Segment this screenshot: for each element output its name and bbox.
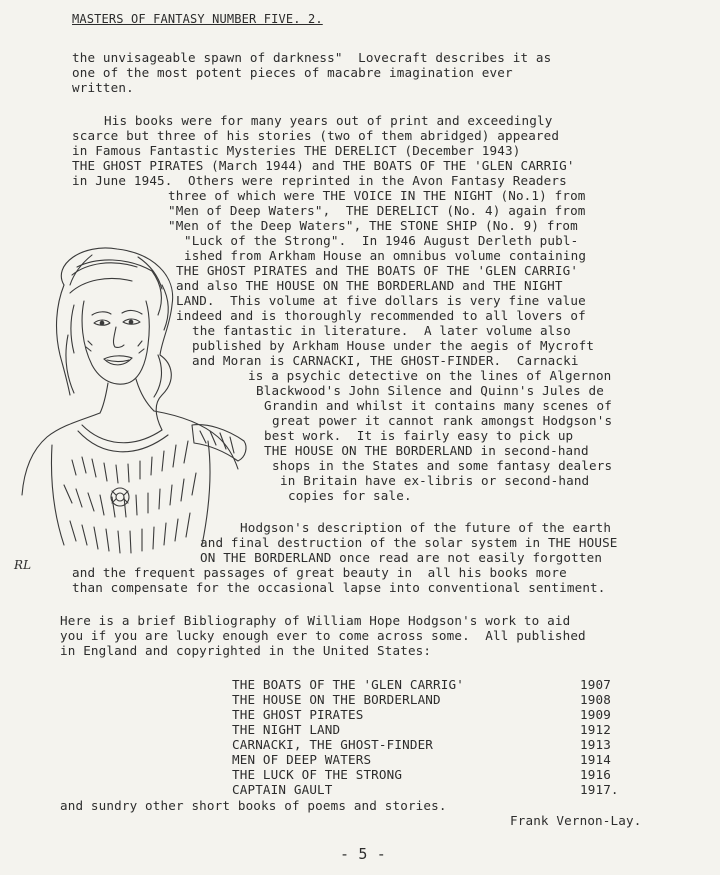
bibliography-title: THE LUCK OF THE STRONG: [232, 767, 403, 782]
text-line: "Men of the Deep Waters", THE STONE SHIP (No. 9) from: [168, 218, 578, 233]
bibliography-year: 1914: [580, 752, 611, 767]
bibliography-year: 1916: [580, 767, 611, 782]
bibliography-year: 1909: [580, 707, 611, 722]
bibliography-title: CAPTAIN GAULT: [232, 782, 333, 797]
bibliography-title: CARNACKI, THE GHOST-FINDER: [232, 737, 434, 752]
bibliography-title: MEN OF DEEP WATERS: [232, 752, 372, 767]
text-line: indeed and is thoroughly recommended to all lovers of: [176, 308, 586, 323]
text-line: in June 1945. Others were reprinted in the Avon Fantasy Readers: [72, 173, 567, 188]
text-line: than compensate for the occasional lapse into conventional sentiment.: [72, 580, 606, 595]
text-line: best work. It is fairly easy to pick up: [264, 428, 574, 443]
bibliography-title: THE BOATS OF THE 'GLEN CARRIG': [232, 677, 464, 692]
text-line: Here is a brief Bibliography of William Hope Hodgson's work to aid: [60, 613, 571, 628]
text-line: published by Arkham House under the aegis of Mycroft: [192, 338, 595, 353]
text-line: one of the most potent pieces of macabre imagination ever: [72, 65, 513, 80]
text-line: "Men of Deep Waters", THE DERELICT (No. 4) again from: [168, 203, 586, 218]
bibliography-year: 1907: [580, 677, 611, 692]
bibliography-title: THE GHOST PIRATES: [232, 707, 364, 722]
text-line: Blackwood's John Silence and Quinn's Jules de: [256, 383, 604, 398]
bibliography-title: THE HOUSE ON THE BORDERLAND: [232, 692, 441, 707]
text-line: the unvisageable spawn of darkness" Lovecraft describes it as: [72, 50, 552, 65]
closing-line: and sundry other short books of poems and stories.: [60, 798, 447, 813]
bibliography-year: 1912: [580, 722, 611, 737]
text-line: in England and copyrighted in the United States:: [60, 643, 432, 658]
text-line: great power it cannot rank amongst Hodgson's: [272, 413, 613, 428]
page-header: MASTERS OF FANTASY NUMBER FIVE. 2.: [72, 12, 323, 26]
text-line: THE GHOST PIRATES and THE BOATS OF THE 'GLEN CARRIG': [176, 263, 579, 278]
text-line: ON THE BORDERLAND once read are not easily forgotten: [200, 550, 603, 565]
text-line: THE HOUSE ON THE BORDERLAND in second-hand: [264, 443, 589, 458]
bibliography-title: THE NIGHT LAND: [232, 722, 341, 737]
woman-portrait-illustration: [12, 245, 252, 565]
text-line: and the frequent passages of great beauty in all his books more: [72, 565, 567, 580]
text-line: and Moran is CARNACKI, THE GHOST-FINDER. Carnacki: [192, 353, 579, 368]
text-line: copies for sale.: [288, 488, 412, 503]
text-line: shops in the States and some fantasy dealers: [272, 458, 613, 473]
text-line: and also THE HOUSE ON THE BORDERLAND and THE NIGHT: [176, 278, 563, 293]
bibliography-year: 1908: [580, 692, 611, 707]
bibliography-year: 1913: [580, 737, 611, 752]
bibliography-year: 1917.: [580, 782, 619, 797]
text-line: His books were for many years out of print and exceedingly: [104, 113, 553, 128]
page-number: - 5 -: [340, 845, 386, 863]
text-line: three of which were THE VOICE IN THE NIGHT (No.1) from: [168, 188, 586, 203]
text-line: and final destruction of the solar system in THE HOUSE: [200, 535, 618, 550]
artist-signature: RL: [14, 558, 32, 572]
text-line: you if you are lucky enough ever to come across some. All published: [60, 628, 586, 643]
text-line: Hodgson's description of the future of the earth: [240, 520, 612, 535]
signature: Frank Vernon-Lay.: [510, 813, 642, 828]
text-line: "Luck of the Strong". In 1946 August Derleth publ-: [184, 233, 579, 248]
text-line: THE GHOST PIRATES (March 1944) and THE BOATS OF THE 'GLEN CARRIG': [72, 158, 575, 173]
text-line: is a psychic detective on the lines of Algernon: [248, 368, 612, 383]
text-line: Grandin and whilst it contains many scenes of: [264, 398, 612, 413]
text-line: LAND. This volume at five dollars is very fine value: [176, 293, 586, 308]
text-line: in Britain have ex-libris or second-hand: [280, 473, 590, 488]
text-line: the fantastic in literature. A later volume also: [192, 323, 571, 338]
text-line: scarce but three of his stories (two of them abridged) appeared: [72, 128, 560, 143]
text-line: in Famous Fantastic Mysteries THE DERELICT (December 1943): [72, 143, 521, 158]
text-line: ished from Arkham House an omnibus volume containing: [184, 248, 587, 263]
text-line: written.: [72, 80, 134, 95]
